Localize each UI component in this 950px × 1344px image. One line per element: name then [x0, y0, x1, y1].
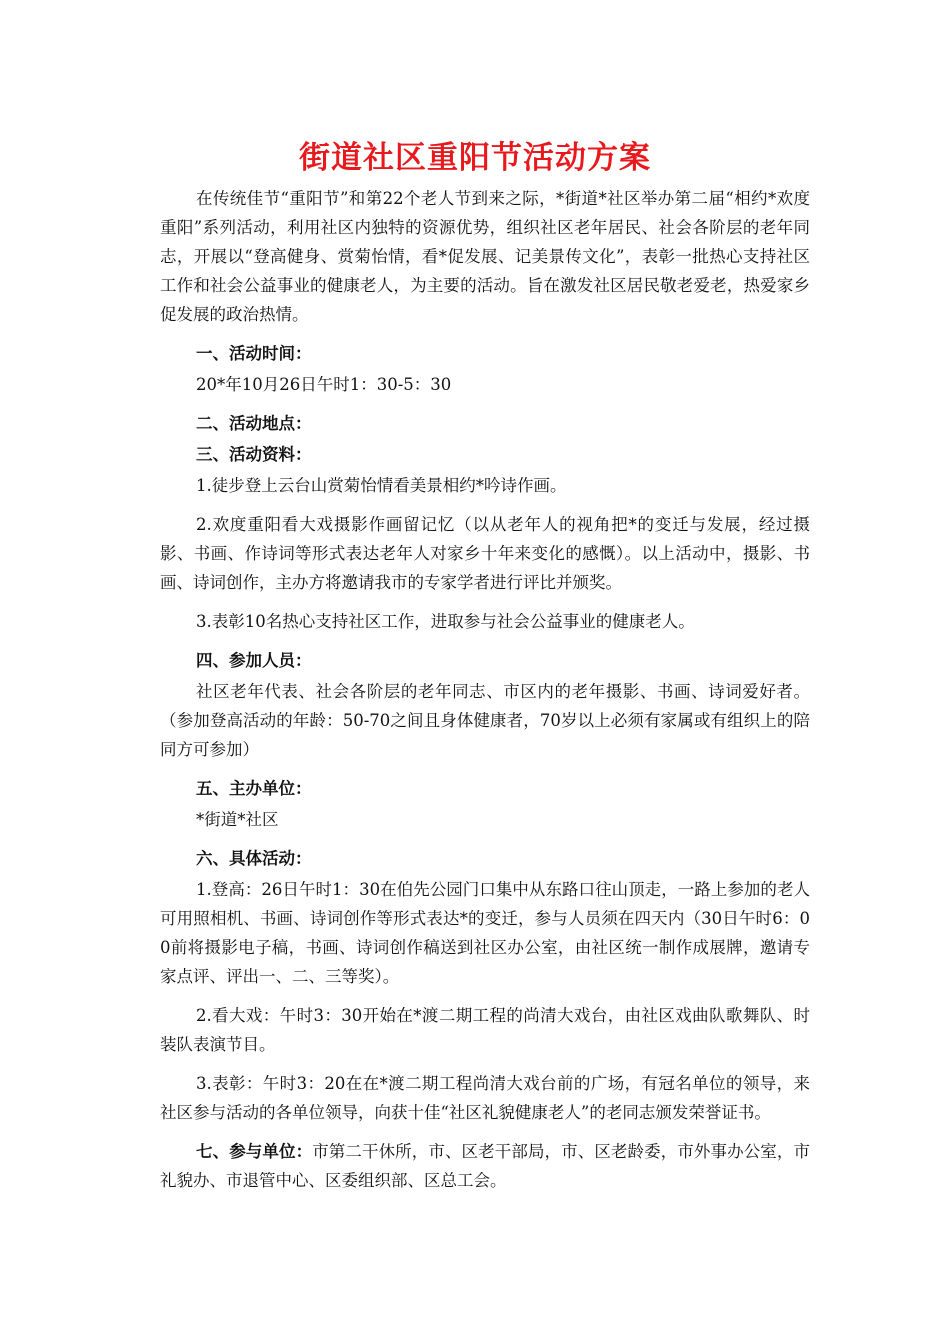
intro-paragraph: 在传统佳节“重阳节”和第22个老人节到来之际，*街道*社区举办第二届“相约*欢度重阳”系列活动，利用社区内独特的资源优势，组织社区老年居民、社会各阶层的老年同志，开展以“登高健身、赏菊怡情，看*促发展、记美景传文化”，表彰一批热心支持社区工作和社会公益事业的健康老人，为主要的活动。旨在激发社区居民敬老爱老，热爱家乡促发展的政治热情。: [160, 189, 810, 324]
section-materials-heading: 三、活动资料：: [196, 445, 312, 464]
materials-item: 1.徒步登上云台山赏菊怡情看美景相约*吟诗作画。: [196, 476, 567, 495]
materials-item: 2.欢度重阳看大戏摄影作画留记忆（以从老年人的视角把*的变迁与发展，经过摄影、书画、作诗词等形式表达老年人对家乡十年来变化的感慨）。以上活动中，摄影、书画、诗词创作，主办方将邀请我市的专家学者进行评比并颁奖。: [160, 515, 810, 592]
activities-item: 1.登高：26日午时1：30在伯先公园门口集中从东路口往山顶走，一路上参加的老人可用照相机、书画、诗词创作等形式表达*的变迁，参与人员须在四天内（30日午时6：00前将摄影电子稿，书画、诗词创作稿送到社区办公室，由社区统一制作成展牌，邀请专家点评、评出一、二、三等奖）。: [160, 880, 810, 986]
section-units-heading: 七、参与单位：: [196, 1142, 313, 1161]
section-units-paragraph: [160, 1137, 810, 1195]
section-time-text: 20*年10月26日午时1：30-5：30: [196, 375, 452, 394]
section-time-heading: 一、活动时间：: [196, 344, 312, 363]
section-participants-heading: 四、参加人员：: [196, 651, 312, 670]
section-organizer-heading: 五、主办单位：: [196, 779, 312, 798]
section-activities-heading: 六、具体活动：: [196, 849, 312, 868]
document-body: [160, 184, 810, 1201]
activities-item: 3.表彰：午时3：20在在*渡二期工程尚清大戏台前的广场，有冠名单位的领导，来社区参与活动的各单位领导，向获十佳“社区礼貌健康老人”的老同志颁发荣誉证书。: [160, 1074, 810, 1122]
document-title: 街道社区重阳节活动方案: [299, 140, 651, 176]
section-participants-text: 社区老年代表、社会各阶层的老年同志、市区内的老年摄影、书画、诗词爱好者。（参加登高活动的年龄：50-70之间且身体健康者，70岁以上必须有家属或有组织上的陪同方可参加）: [160, 682, 810, 759]
section-organizer-text: *街道*社区: [196, 810, 279, 829]
section-place-heading: 二、活动地点：: [196, 414, 312, 433]
activities-item: 2.看大戏：午时3：30开始在*渡二期工程的尚清大戏台，由社区戏曲队歌舞队、时装队表演节目。: [160, 1006, 810, 1054]
section-units-text: 市第二干休所，市、区老干部局，市、区老龄委，市外事办公室，市礼貌办、市退管中心、区委组织部、区总工会。: [160, 1142, 811, 1190]
materials-item: 3.表彰10名热心支持社区工作，进取参与社会公益事业的健康老人。: [196, 612, 695, 631]
